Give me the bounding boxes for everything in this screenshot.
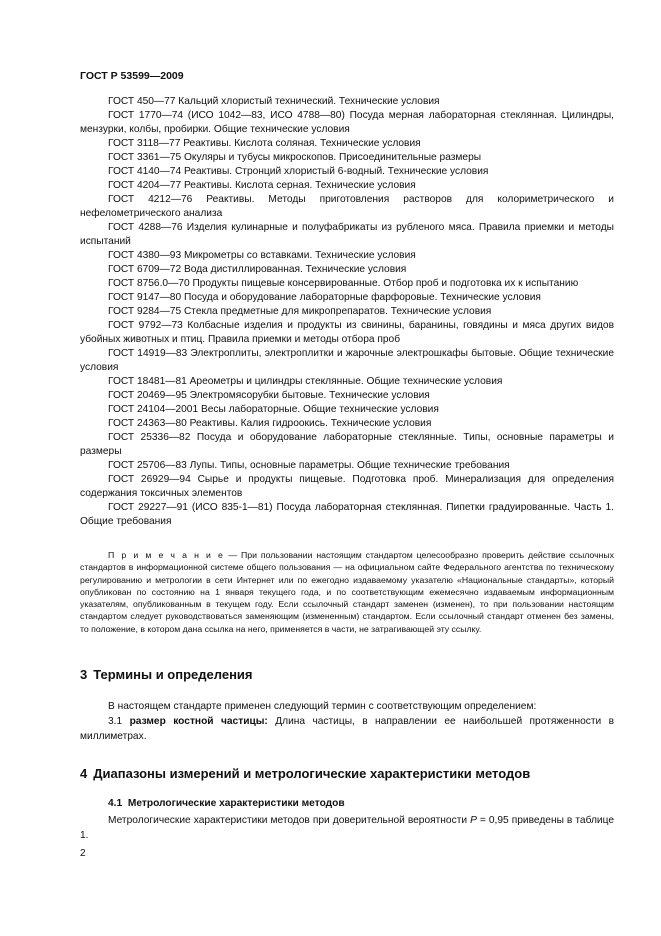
- reference-item: ГОСТ 24363—80 Реактивы. Калия гидроокись. Технические условия: [108, 418, 432, 429]
- reference-item: ГОСТ 14919—83 Электроплиты, электроплитки и жарочные электрошкафы бытовые. Общие технические условия: [80, 348, 614, 373]
- probability-variable: P: [470, 815, 477, 826]
- subsection-4-1-number: 4.1: [108, 798, 123, 809]
- reference-item: ГОСТ 29227—91 (ИСО 835-1—81) Посуда лабораторная стеклянная. Пипетки градуированные. Часть 1. Общие требования: [80, 502, 614, 527]
- reference-item: ГОСТ 4212—76 Реактивы. Методы приготовления растворов для колориметрического и нефелометрического анализа: [80, 194, 614, 219]
- reference-item: ГОСТ 24104—2001 Весы лабораторные. Общие технические условия: [108, 404, 439, 415]
- note-text: — При пользовании настоящим стандартом целесообразно проверить действие ссылочных стандартов в информационной системе общего пользования — на официальном сайте Федерального агентства по техническому регулированию и метрологии в сети Интернет или по ежегодно издаваемому указателю «Национальные стандарты», который опубликован по состоянию на 1 января текущего года, и по соответствующим ежемесячно издаваемым информационным указателям, опубликованным в текущем году. Если ссылочный стандарт заменен (изменен), то при пользовании настоящим стандартом следует руководствоваться заменяющим (измененным) стандартом. Если ссылочный стандарт отменен без замены, то положение, в котором дана ссылка на него, применяется в части, не затрагивающей эту ссылку.: [80, 550, 614, 634]
- reference-item: ГОСТ 25336—82 Посуда и оборудование лабораторные стеклянные. Типы, основные параметры и размеры: [80, 432, 614, 457]
- term-definition-text: Длина частицы, в направлении ее наибольшей протяженности в миллиметрах.: [80, 716, 615, 742]
- reference-item: ГОСТ 8756.0—70 Продукты пищевые консервированные. Отбор проб и подготовка их к испытанию: [108, 278, 579, 289]
- reference-item: ГОСТ 9147—80 Посуда и оборудование лабораторные фарфоровые. Технические условия: [108, 292, 541, 303]
- reference-item: ГОСТ 18481—81 Ареометры и цилиндры стеклянные. Общие технические условия: [108, 376, 503, 387]
- reference-item: ГОСТ 4288—76 Изделия кулинарные и полуфабрикаты из рубленого мяса. Правила приемки и методы испытаний: [80, 222, 614, 247]
- reference-item: ГОСТ 1770—74 (ИСО 1042—83, ИСО 4788—80) Посуда мерная лабораторная стеклянная. Цилиндры, мензурки, колбы, пробирки. Общие технические условия: [80, 110, 614, 135]
- section-4-title: Диапазоны измерений и метрологические характеристики методов: [93, 766, 531, 781]
- reference-item: ГОСТ 450—77 Кальций хлористый технический. Технические условия: [108, 96, 440, 107]
- term-name: размер костной частицы:: [129, 716, 268, 727]
- note-label: П р и м е ч а н и е: [108, 550, 225, 560]
- page-number: 2: [80, 848, 86, 859]
- reference-item: ГОСТ 26929—94 Сырье и продукты пищевые. Подготовка проб. Минерализация для определения содержания токсичных элементов: [80, 474, 614, 499]
- reference-item: ГОСТ 4140—74 Реактивы. Стронций хлористый 6-водный. Технические условия: [108, 166, 489, 177]
- section-4-heading: [80, 766, 536, 781]
- section-3-heading: [80, 667, 259, 682]
- para-text-after: = 0,95 приведены в таблице 1.: [80, 815, 614, 841]
- normative-references-list: [80, 95, 614, 529]
- section-3-number: 3: [80, 667, 88, 682]
- term-definition: [80, 715, 614, 744]
- subsection-4-1-title: Метрологические характеристики методов: [127, 798, 345, 809]
- reference-item: ГОСТ 9284—75 Стекла предметные для микропрепаратов. Технические условия: [108, 306, 492, 317]
- reference-item: ГОСТ 20469—95 Электромясорубки бытовые. Технические условия: [108, 390, 430, 401]
- note-paragraph: [80, 549, 614, 635]
- section-3-title: Термины и определения: [93, 667, 253, 682]
- term-number: 3.1: [108, 716, 123, 727]
- reference-item: ГОСТ 3118—77 Реактивы. Кислота соляная. Технические условия: [108, 138, 421, 149]
- reference-item: ГОСТ 3361—75 Окуляры и тубусы микроскопов. Присоединительные размеры: [108, 152, 482, 163]
- reference-item: ГОСТ 4380—93 Микрометры со вставками. Технические условия: [108, 250, 416, 261]
- subsection-4-1-heading: [108, 798, 345, 809]
- subsection-4-1-paragraph: [80, 814, 614, 843]
- para-text-before: Метрологические характеристики методов при доверительной вероятности: [108, 815, 471, 826]
- reference-item: ГОСТ 25706—83 Лупы. Типы, основные параметры. Общие технические требования: [108, 460, 510, 471]
- section-4-number: 4: [80, 766, 88, 781]
- reference-item: ГОСТ 9792—73 Колбасные изделия и продукты из свинины, баранины, говядины и мяса других видов убойных животных и птиц. Правила приемки и методы отбора проб: [80, 320, 614, 345]
- section-3-intro: В настоящем стандарте применен следующий термин с соответствующим определением:: [108, 701, 537, 712]
- reference-item: ГОСТ 4204—77 Реактивы. Кислота серная. Технические условия: [108, 180, 416, 191]
- reference-item: ГОСТ 6709—72 Вода дистиллированная. Технические условия: [108, 264, 407, 275]
- document-header: ГОСТ Р 53599—2009: [80, 70, 184, 82]
